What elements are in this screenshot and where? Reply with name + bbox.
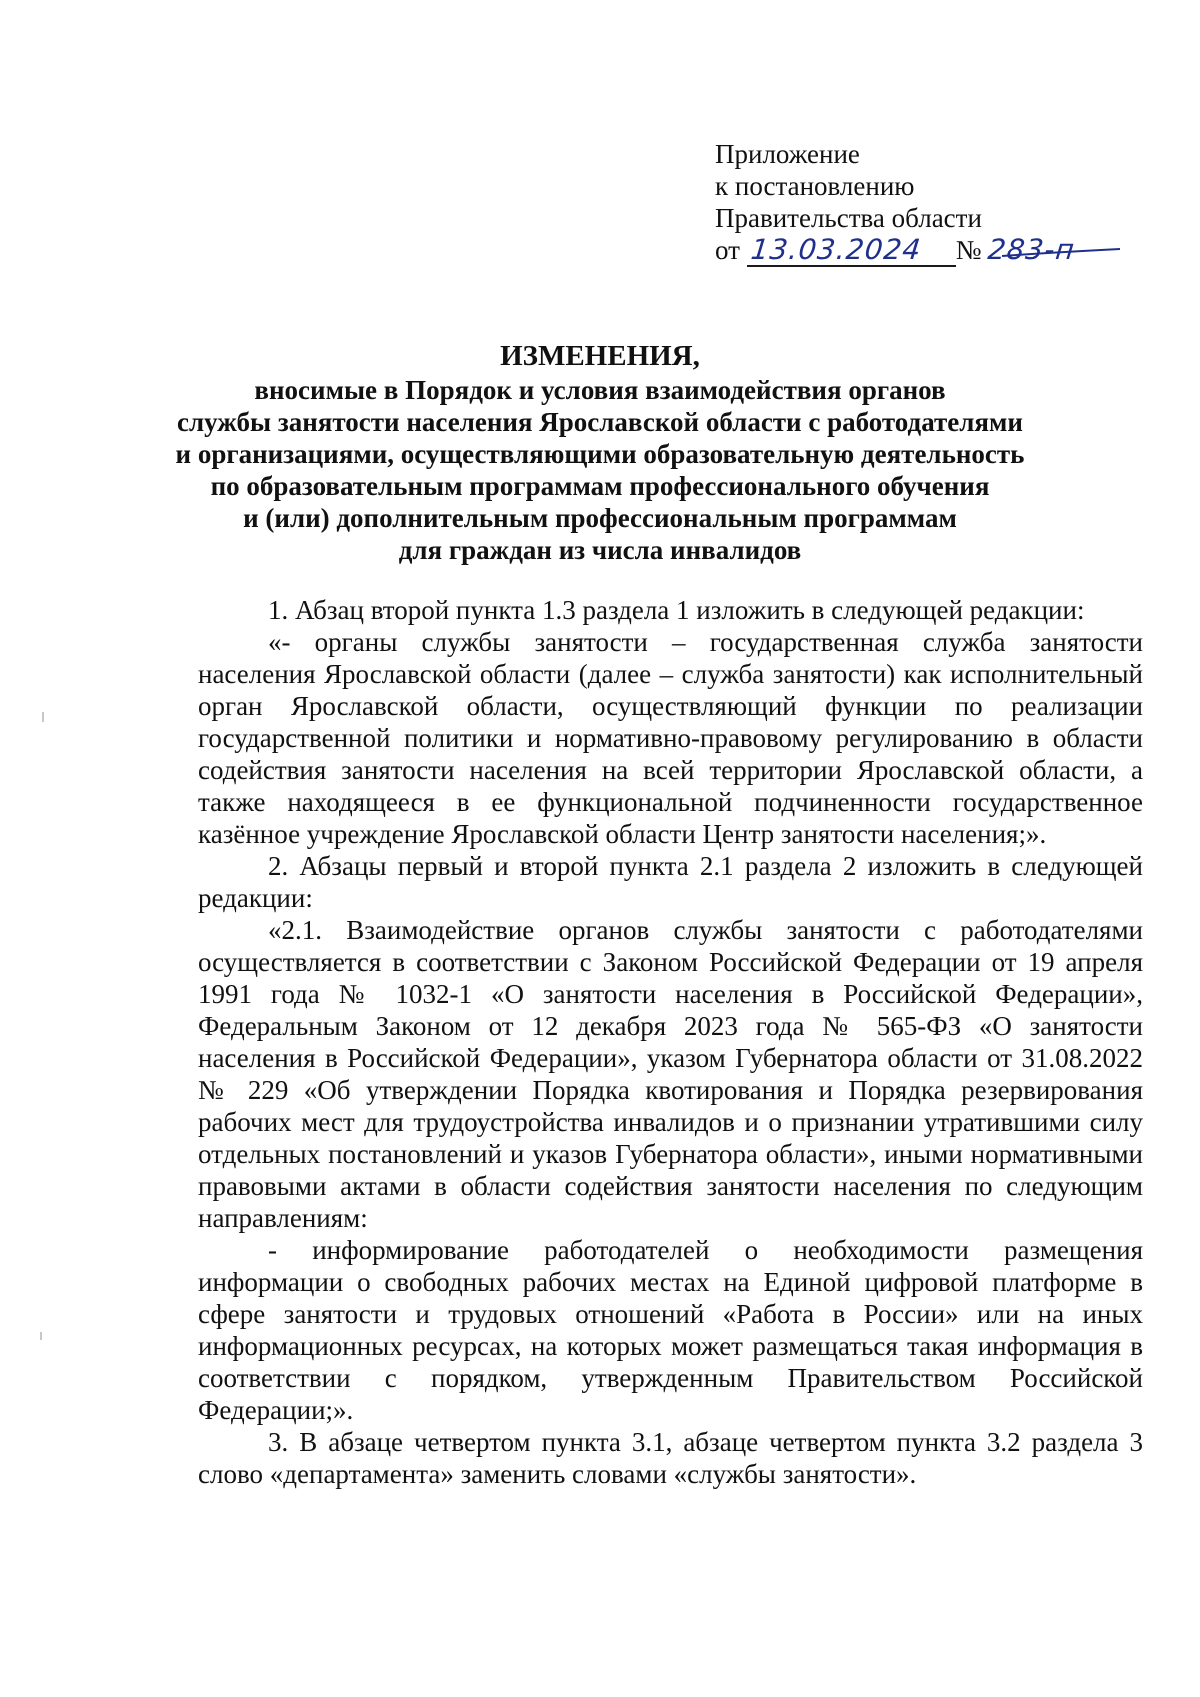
- handwritten-date: 13.03.2024: [749, 233, 923, 266]
- body-paragraph: 1. Абзац второй пункта 1.3 раздела 1 изложить в следующей редакции:: [268, 595, 1085, 625]
- title-subtitle-line: вносимые в Порядок и условия взаимодействия органов: [254, 375, 946, 405]
- body-paragraph: «- органы службы занятости – государственная служба занятости населения Ярославской области (далее – служба занятости) как исполнительный орган Ярославской области, осуществляющий функции по реализации государственной политики и нормативно-правовому регулированию в области содействия занятости населения на всей территории Ярославской области, а также находящееся в ее функциональной подчиненности государственное казённое учреждение Ярославской области Центр занятости населения;».: [198, 627, 1143, 849]
- title-subtitle-line: для граждан из числа инвалидов: [398, 535, 802, 565]
- handwritten-date-field: [747, 235, 956, 267]
- scan-mark: [40, 1332, 42, 1340]
- title-subtitle-line: по образовательным программам профессионального обучения: [210, 471, 990, 501]
- body-paragraph: - информирование работодателей о необходимости размещения информации о свободных рабочих местах на Единой цифровой платформе в сфере занятости и трудовых отношений «Работа в России» или на иных информационных ресурсах, на которых может размещаться такая информация в соответствии с порядком, утвержденным Правительством Российской Федерации;».: [198, 1235, 1143, 1425]
- document-title-block: [160, 340, 1040, 566]
- title-subtitle-line: и (или) дополнительным профессиональным программам: [243, 503, 957, 533]
- attachment-line: Правительства области: [715, 203, 982, 233]
- scan-mark: [42, 712, 44, 722]
- body-paragraph: «2.1. Взаимодействие органов службы занятости с работодателями осуществляется в соответствии с Законом Российской Федерации от 19 апреля 1991 года № 1032-1 «О занятости населения в Российской Федерации», Федеральным Законом от 12 декабря 2023 года № 565-ФЗ «О занятости населения в Российской Федерации», указом Губернатора области от 31.08.2022 № 229 «Об утверждении Порядка квотирования и Порядка резервирования рабочих мест для трудоустройства инвалидов и о признании утратившими силу отдельных постановлений и указов Губернатора области», иными нормативными правовыми актами в области содействия занятости населения по следующим направлениям:: [198, 915, 1143, 1233]
- handwritten-number: 283-п: [986, 233, 1077, 266]
- title-subtitle-line: и организациями, осуществляющими образовательную деятельность: [175, 439, 1025, 469]
- document-body: [198, 594, 1143, 1490]
- body-paragraph: 3. В абзаце четвертом пункта 3.1, абзаце четвертом пункта 3.2 раздела 3 слово «департамента» заменить словами «службы занятости».: [198, 1427, 1143, 1489]
- title-subtitle-line: службы занятости населения Ярославской области с работодателями: [177, 407, 1023, 437]
- number-prefix: №: [955, 235, 982, 265]
- body-paragraph: 2. Абзацы первый и второй пункта 2.1 раздела 2 изложить в следующей редакции:: [198, 851, 1143, 913]
- date-prefix: от: [715, 235, 740, 265]
- handwritten-underline-stroke: [1000, 246, 1122, 260]
- attachment-line: к постановлению: [715, 171, 915, 201]
- document-title: ИЗМЕНЕНИЯ,: [500, 340, 700, 372]
- attachment-line: Приложение: [715, 139, 860, 169]
